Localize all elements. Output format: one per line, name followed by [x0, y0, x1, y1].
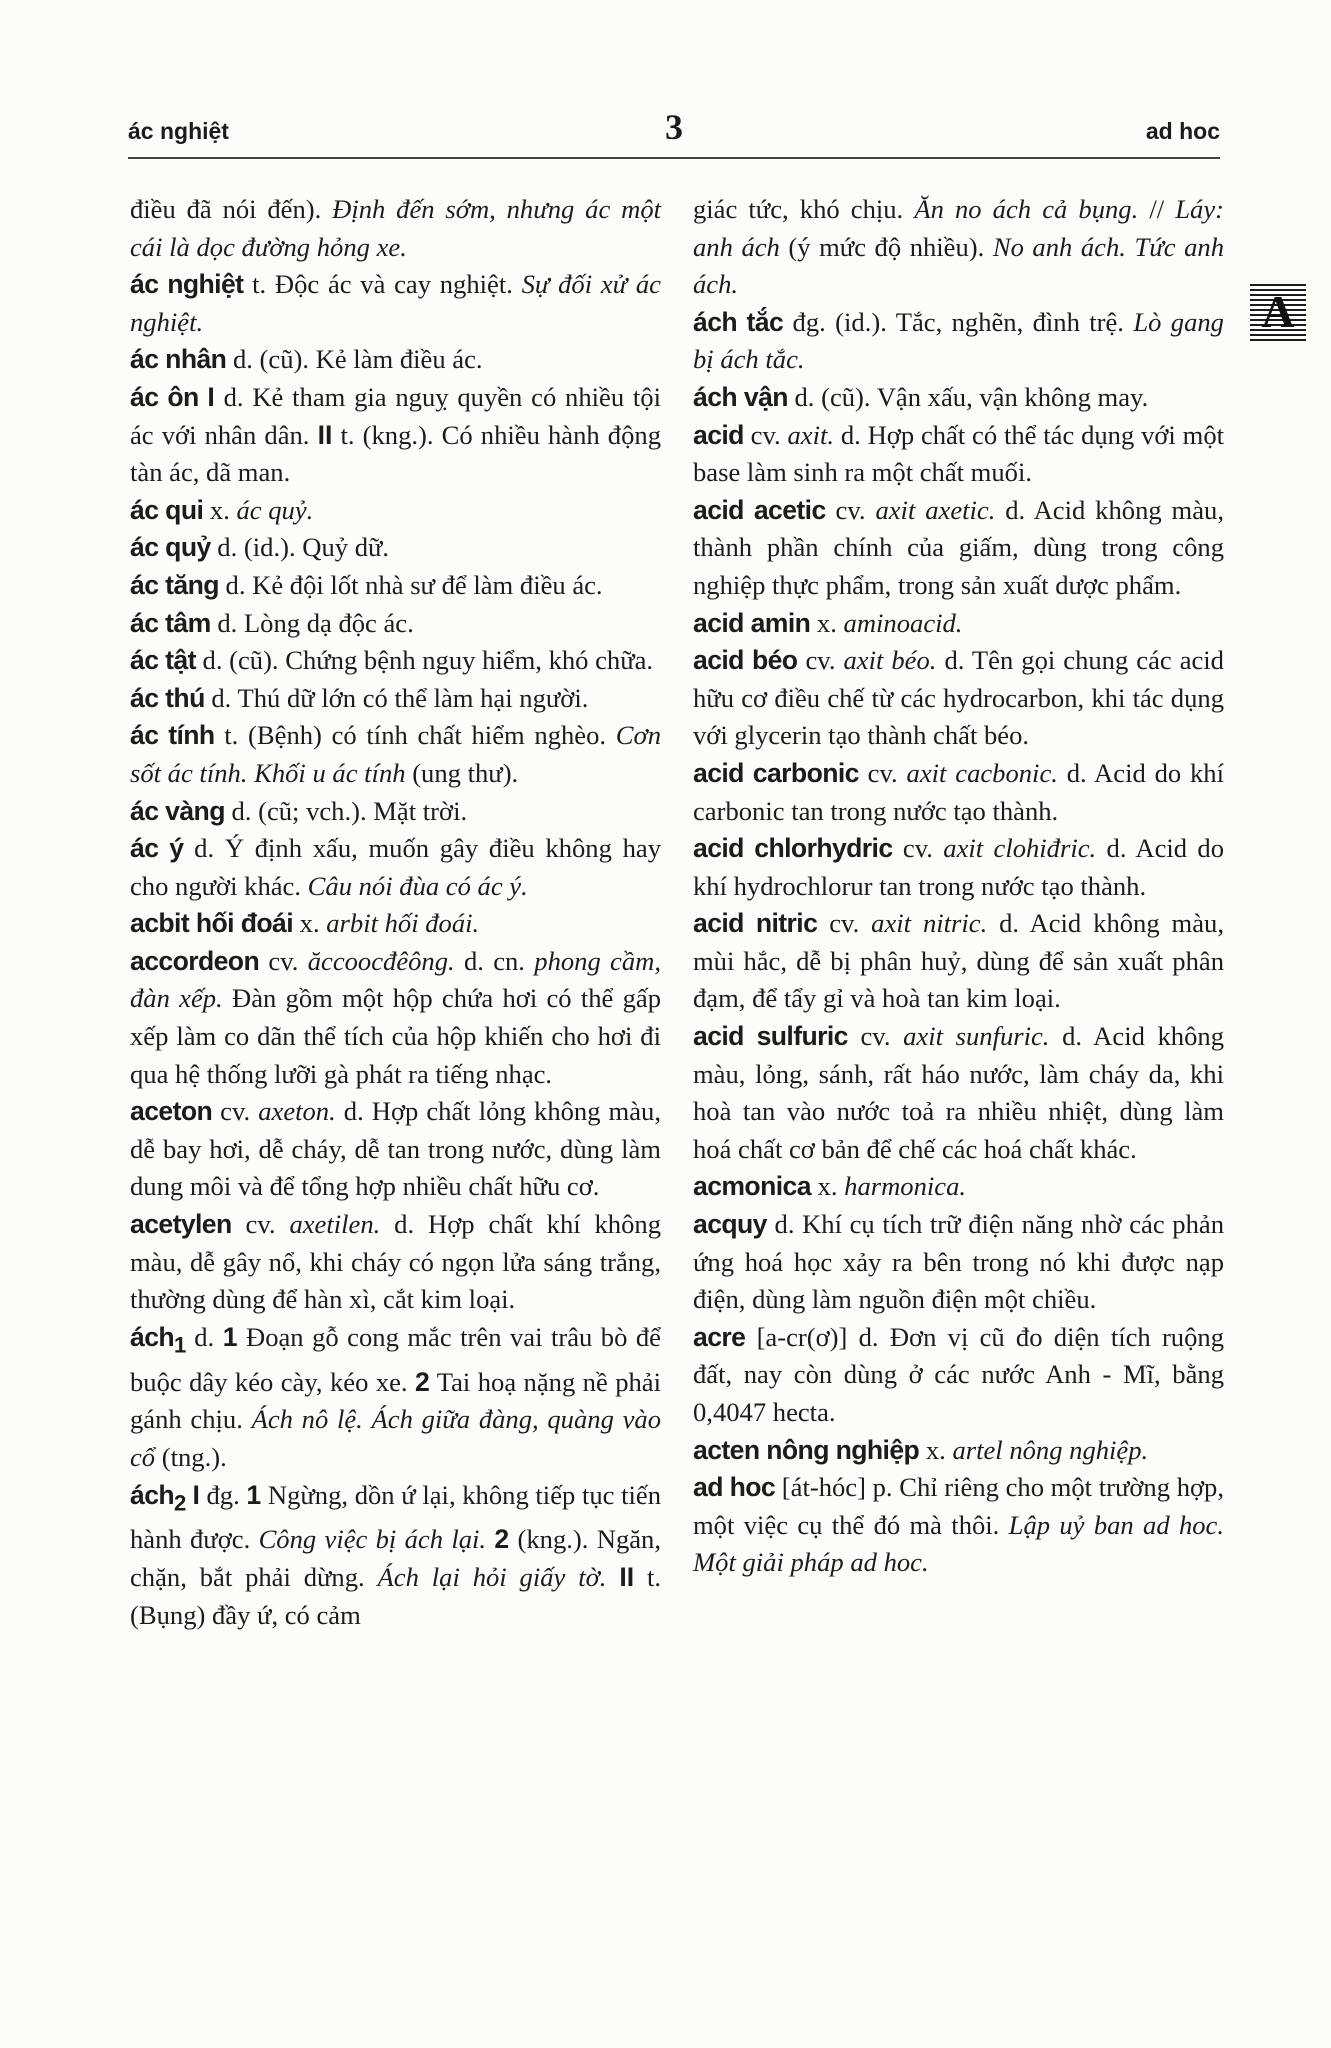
definition-text: cv.: [212, 1096, 259, 1127]
example-text: axit béo.: [843, 645, 937, 676]
example-text: ác quỷ.: [236, 494, 314, 525]
headword: acetylen: [130, 1209, 232, 1240]
definition-text: cv.: [847, 1021, 904, 1052]
example-text: phong cầm, đàn xếp.: [130, 945, 662, 1014]
headword: acmonica: [693, 1171, 811, 1202]
definition-text: x.: [810, 1171, 845, 1202]
definition-text: cv.: [797, 645, 844, 676]
definition-text: cv.: [858, 757, 907, 788]
headword: acid amin: [693, 607, 811, 638]
dictionary-entry: [130, 492, 661, 530]
headword: acbit hối đoái: [130, 908, 293, 939]
definition-text: cv.: [743, 419, 788, 450]
right-column: [693, 191, 1224, 1582]
example-text: axit.: [787, 419, 835, 450]
headword: acid sulfuric: [693, 1021, 848, 1052]
homonym-number: 1: [174, 1332, 186, 1358]
dictionary-entry: [130, 341, 661, 379]
example-text: No anh ách. Tức anh ách.: [693, 231, 1225, 300]
definition-text: Ngừng, dồn ứ lại, không tiếp tục tiến hành được.: [130, 1479, 661, 1555]
headword: ác quỷ: [130, 532, 211, 563]
definition-text: cv.: [825, 494, 876, 525]
definition-text: (ung thư).: [405, 757, 519, 788]
sense-marker: II: [619, 1562, 635, 1592]
headword: ách vận: [693, 381, 788, 412]
definition-text: giác tức, khó chịu.: [693, 194, 915, 224]
example-text: ăccoocđêông.: [307, 945, 455, 976]
definition-text: Đoạn gỗ cong mắc trên vai trâu bò để buộc dây kéo cày, kéo xe.: [130, 1321, 661, 1397]
dictionary-entry: [130, 830, 661, 905]
example-text: Láy:: [1175, 194, 1224, 224]
definition-text: d. Tên gọi chung các acid hữu cơ điều chế từ các hydrocarbon, khi tác dụng với glycerin tạo thành chất béo.: [693, 645, 1224, 751]
example-text: anh ách: [693, 231, 780, 262]
dictionary-entry: [693, 1469, 1224, 1582]
example-text: axeton.: [258, 1096, 336, 1127]
sense-marker: 1: [222, 1321, 238, 1352]
dictionary-entry: [130, 1477, 661, 1635]
definition-text: Tai hoạ nặng nề phải gánh chịu.: [130, 1366, 661, 1435]
dictionary-entry: [693, 1206, 1224, 1319]
headword: ác ôn: [130, 381, 199, 412]
definition-text: d. (cũ). Kẻ làm điều ác.: [226, 344, 483, 375]
dictionary-entry: [130, 680, 661, 718]
definition-text: d. Hợp chất khí không màu, dễ gây nổ, khi cháy có ngọn lửa sáng trắng, thường dùng để hàn xì, cắt kim loại.: [130, 1209, 661, 1315]
headword: ác ý: [130, 833, 184, 864]
sense-marker: I: [207, 381, 215, 412]
left-guide-word: ác nghiệt: [128, 118, 229, 144]
headword: ách: [130, 1321, 175, 1352]
dictionary-entry: [130, 717, 661, 792]
definition-text: x.: [293, 908, 327, 939]
headword: acid acetic: [693, 494, 826, 525]
dictionary-entry: [693, 492, 1224, 605]
example-text: axetilen.: [289, 1209, 381, 1240]
dictionary-entry: [693, 191, 1224, 304]
definition-text: //: [1138, 194, 1176, 224]
dictionary-entry: [693, 417, 1224, 492]
dictionary-entry: [693, 379, 1224, 417]
sense-marker: 1: [246, 1479, 262, 1510]
definition-text: (tng.).: [155, 1441, 227, 1472]
dictionary-entry: [693, 830, 1224, 905]
headword: acten nông nghiệp: [693, 1434, 920, 1465]
definition-text: [a-cr(ơ)] d. Đơn vị cũ đo diện tích ruộng đất, nay còn dùng ở các nước Anh - Mĩ, bằng 0,4047 hecta.: [693, 1321, 1224, 1427]
example-text: Sự đối xử ác nghiệt.: [130, 269, 661, 337]
definition-text: cv.: [892, 833, 944, 864]
definition-text: d. Lòng dạ độc ác.: [210, 607, 414, 638]
dictionary-entry: [130, 379, 661, 492]
example-text: Lập uỷ ban ad hoc. Một giải pháp ad hoc.: [693, 1509, 1225, 1578]
sense-marker: I: [192, 1479, 200, 1510]
definition-text: x.: [919, 1434, 953, 1465]
dictionary-entry: [693, 642, 1224, 755]
headword: accordeon: [130, 945, 260, 976]
headword: acquy: [693, 1209, 767, 1240]
dictionary-entry: [693, 304, 1224, 379]
example-text: axit axetic.: [875, 494, 996, 525]
dictionary-entry: [693, 905, 1224, 1018]
headword: ác tâm: [130, 607, 211, 638]
sense-marker: 2: [494, 1524, 510, 1555]
dictionary-entry: [130, 1319, 661, 1477]
example-text: axit sunfuric.: [903, 1021, 1050, 1052]
dictionary-entry: [693, 605, 1224, 643]
example-text: artel nông nghiệp.: [952, 1434, 1149, 1465]
dictionary-entry: [130, 529, 661, 567]
dictionary-entry: [130, 605, 661, 643]
headword: acid béo: [693, 645, 798, 676]
definition-text: d. Acid do khí carbonic tan trong nước tạo thành.: [693, 757, 1224, 826]
definition-text: (ý mức độ nhiều).: [779, 231, 993, 262]
definition-text: t. (kng.). Có nhiều hành động tàn ác, dã man.: [130, 419, 661, 488]
headword: ác thú: [130, 682, 205, 713]
definition-text: x.: [810, 607, 844, 638]
headword: ác qui: [130, 494, 204, 525]
definition-text: d. Khí cụ tích trữ điện năng nhờ các phản ứng hoá học xảy ra bên trong nó khi được nạp điện, dùng làm nguồn điện một chiều.: [693, 1209, 1224, 1315]
example-text: aminoacid.: [843, 607, 963, 638]
headword: ác tật: [130, 645, 196, 676]
example-text: harmonica.: [844, 1171, 967, 1202]
definition-text: d. Acid do khí hydrochlorur tan trong nước tạo thành.: [693, 833, 1225, 901]
dictionary-entry: [693, 1018, 1224, 1168]
headword: ác nghiệt: [130, 269, 244, 300]
definition-text: cv.: [817, 908, 872, 939]
headword: ác tăng: [130, 569, 219, 600]
example-text: Ăn no ách cả bụng.: [914, 194, 1139, 224]
dictionary-entry: [130, 1093, 661, 1206]
dictionary-entry: [693, 755, 1224, 830]
definition-text: cv.: [231, 1209, 290, 1240]
header-rule: [128, 157, 1220, 159]
dictionary-entry: [693, 1168, 1224, 1206]
sense-marker: II: [317, 419, 333, 450]
definition-text: d. (cũ). Vận xấu, vận không may.: [787, 381, 1149, 412]
dictionary-entry: [130, 793, 661, 831]
headword: acid chlorhydric: [693, 833, 893, 864]
definition-text: d. Thú dữ lớn có thể làm hại người.: [204, 682, 589, 713]
definition-text: x.: [203, 494, 237, 525]
headword: acre: [693, 1321, 746, 1352]
thumb-tab-letter: A: [1261, 286, 1295, 337]
definition-text: d. Kẻ đội lốt nhà sư để làm điều ác.: [218, 569, 603, 600]
definition-text: đg.: [199, 1479, 247, 1510]
headword: ad hoc: [693, 1472, 776, 1503]
dictionary-entry: [130, 266, 661, 341]
example-text: arbit hối đoái.: [326, 908, 480, 939]
definition-text: d. Hợp chất có thể tác dụng với một base làm sinh ra một chất muối.: [693, 419, 1225, 488]
dictionary-entry: [130, 191, 661, 266]
definition-text: t. (Bệnh) có tính chất hiểm nghèo.: [214, 720, 616, 751]
headword: ác vàng: [130, 795, 225, 826]
dictionary-entry: [130, 905, 661, 943]
definition-text: d.: [185, 1321, 223, 1352]
headword: acid carbonic: [693, 757, 859, 788]
example-text: Công việc bị ách lại.: [258, 1524, 487, 1555]
definition-text: [át-hóc] p. Chỉ riêng cho một trường hợp, một việc cụ thể đó mà thôi.: [693, 1472, 1224, 1540]
definition-text: Đàn gồm một hộp chứa hơi có thể gấp xếp làm co dãn thể tích của hộp khiến cho hơi đi qua hệ thống lưỡi gà phát ra tiếng nhạc.: [130, 983, 661, 1089]
definition-text: d. Kẻ tham gia nguỵ quyền có nhiều tội ác với nhân dân.: [130, 381, 661, 450]
headword: ác tính: [130, 720, 215, 751]
dictionary-entry: [130, 642, 661, 680]
running-header: [128, 107, 1220, 156]
dictionary-entry: [130, 1206, 661, 1319]
example-text: Ách nô lệ. Ách giữa đàng, quàng vào cổ: [130, 1404, 661, 1472]
example-text: Câu nói đùa có ác ý.: [307, 870, 528, 901]
definition-text: d. Acid không màu, thành phần chính của giấm, dùng trong công nghiệp thực phẩm, trong sản xuất dược phẩm.: [693, 494, 1224, 600]
headword: ách tắc: [693, 306, 784, 337]
thumb-index-tab: [1250, 283, 1306, 341]
example-text: axit nitric.: [871, 908, 988, 939]
page-number: 3: [665, 107, 683, 147]
definition-text: d. cn.: [454, 945, 535, 976]
definition-text: d. Acid không màu, lỏng, sánh, rất háo nước, làm cháy da, khi hoà tan vào nước toả ra nhiều nhiệt, dùng làm hoá chất cơ bản để chế các hoá chất khác.: [693, 1021, 1224, 1164]
definition-text: d. Acid không màu, mùi hắc, dễ bị phân huỷ, dùng để sản xuất phân đạm, để tẩy gỉ và hoà tan kim loại.: [693, 908, 1224, 1014]
definition-text: d. (cũ). Chứng bệnh nguy hiểm, khó chữa.: [195, 645, 654, 676]
sense-marker: 2: [415, 1366, 430, 1397]
example-text: axit cacbonic.: [906, 757, 1058, 788]
definition-text: d. (id.). Quỷ dữ.: [210, 532, 390, 563]
dictionary-entry: [693, 1319, 1224, 1432]
definition-text: d. Ý định xấu, muốn gây điều không hay cho người khác.: [130, 833, 662, 901]
example-text: Ách lại hỏi giấy tờ.: [377, 1562, 607, 1592]
left-column: [130, 191, 661, 1634]
homonym-number: 2: [174, 1489, 186, 1515]
headword: acid nitric: [693, 908, 818, 939]
definition-text: cv.: [259, 945, 308, 976]
definition-text: d. Hợp chất lỏng không màu, dễ bay hơi, dễ cháy, dễ tan trong nước, dùng làm dung môi và để tổng hợp nhiều chất hữu cơ.: [130, 1096, 661, 1202]
definition-text: đg. (id.). Tắc, nghẽn, đình trệ.: [783, 306, 1134, 337]
example-text: axit clohiđric.: [943, 833, 1097, 864]
definition-text: điều đã nói đến).: [130, 194, 333, 224]
definition-text: t. Độc ác và cay nghiệt.: [243, 269, 522, 300]
dictionary-entry: [130, 567, 661, 605]
example-text: Cơn sốt ác tính. Khối u ác tính: [130, 720, 661, 788]
dictionary-entry: [693, 1432, 1224, 1470]
headword: aceton: [130, 1096, 213, 1127]
example-text: Lò gang bị ách tắc.: [693, 306, 1224, 375]
definition-text: t. (Bụng) đầy ứ, có cảm: [130, 1562, 661, 1630]
headword: ách: [130, 1479, 175, 1510]
headword: acid: [693, 419, 744, 450]
example-text: Định đến sớm, nhưng ác một cái là dọc đường hỏng xe.: [130, 194, 662, 262]
definition-text: (kng.). Ngăn, chặn, bắt phải dừng.: [130, 1524, 661, 1592]
right-guide-word: ad hoc: [1145, 118, 1220, 144]
dictionary-entry: [130, 943, 661, 1093]
headword: ác nhân: [130, 344, 227, 375]
definition-text: d. (cũ; vch.). Mặt trời.: [224, 795, 468, 826]
definition-text: [606, 1562, 619, 1592]
